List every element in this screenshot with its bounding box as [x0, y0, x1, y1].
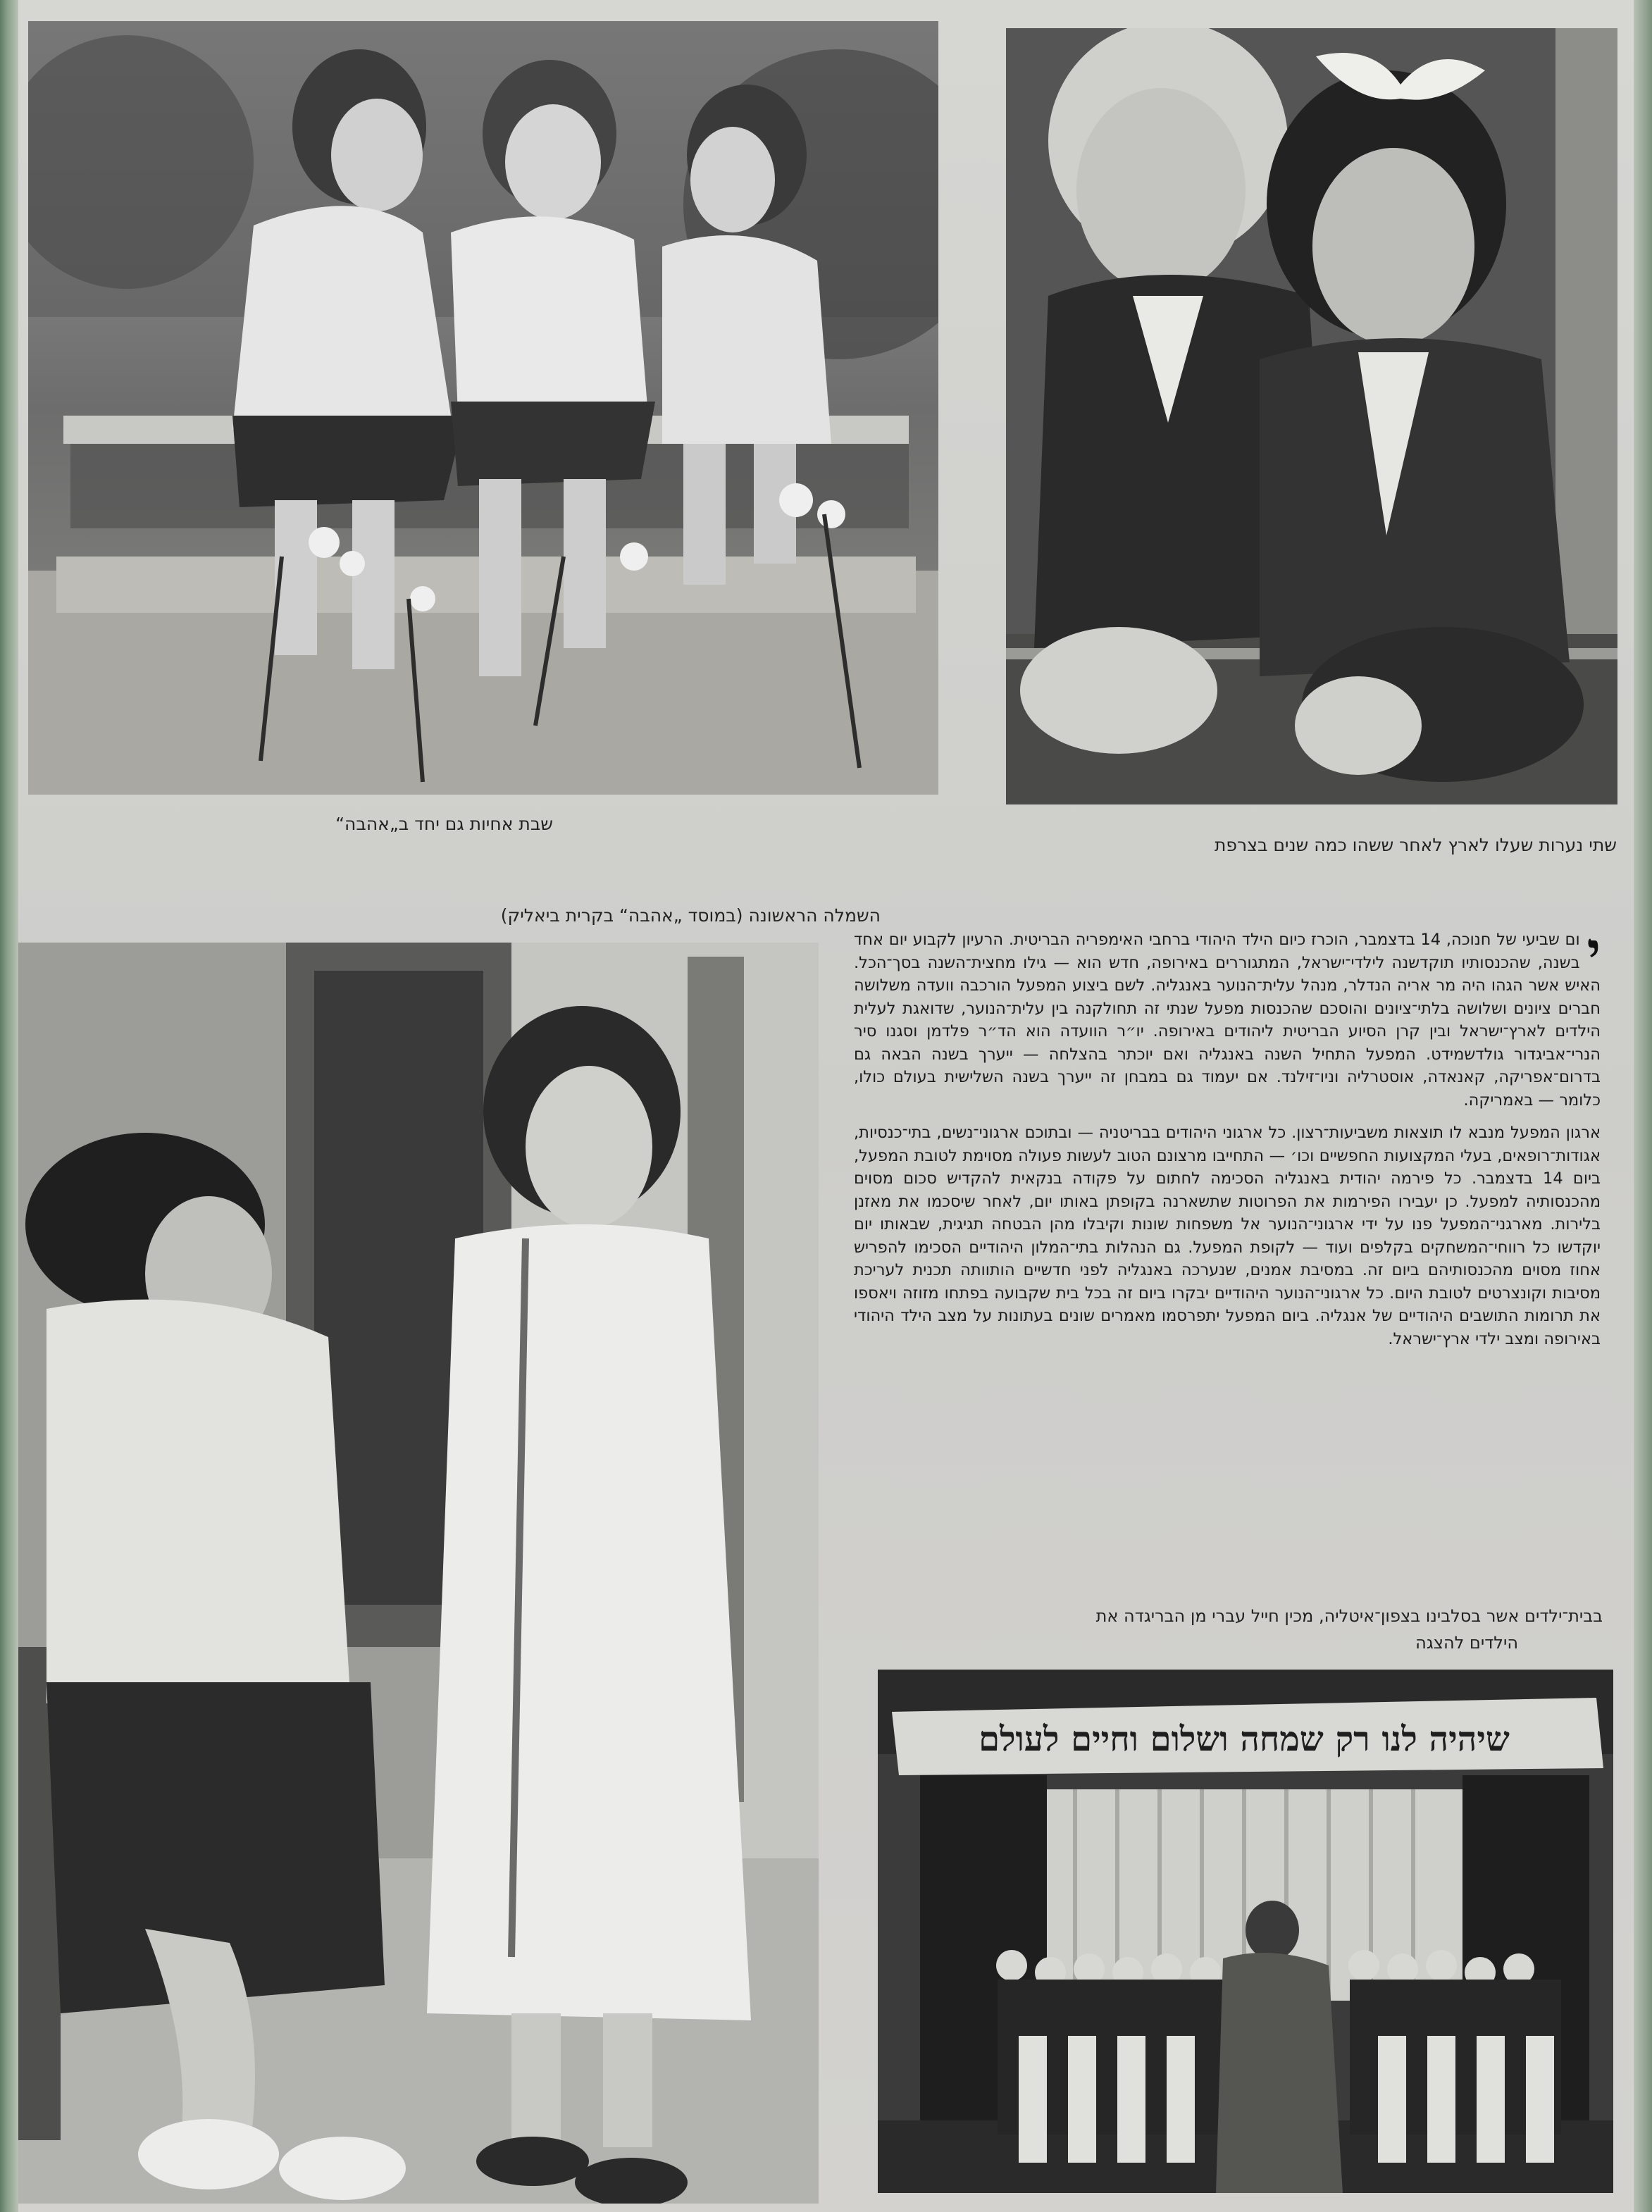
caption-children-stage-line2: הילדים להצגה: [1415, 1633, 1518, 1653]
photo-children-stage: [878, 1670, 1613, 2193]
caption-children-stage-line1: בבית־ילדים אשר בסלבינו בצפון־איטליה, מכין חייל עברי מן הבריגדה את: [1095, 1606, 1603, 1626]
article-paragraph-1-text: ום שביעי של חנוכה, 14 בדצמבר, הוכרז כיום הילד היהודי ברחבי האימפריה הבריטית. הרעיון לקבוע יום אחד בשנה, שהכנסותיו תוקדשנה לילדי־ישראל, המתגוררים באירופה, חדש הוא — גילו מחצית־השנה בסך־הכל. האיש אשר הגהו היה מר אריה הנדלר, מנהל עלית־הנוער באנגליה. לשם ביצוע המפעל הורכבה וועדה משלושה חברים ציונים ושלושה בלתי־ציונים והוסכם שהכנסות מפעל שנתי זה תחולקנה בין עלית־הנוער, שדואגת לעלית הילדים לארץ־ישראל ובין קרן הסיוע הבריטית ליהודים באירופה. יו״ר הוועדה הוא הד״ר פלדמן וסגנו סיר הנרי־אביגדור גולדשמידט. המפעל התחיל השנה באנגליה ואם יוכתר בהצלחה — ייערך בשנה הבאה גם בדרום־אפריקה, קאנאדה, אוסטרליה וניו־זילנד. אם יעמוד גם במבחן זה ייערך בשנה השלישית בעולם כולו, כלומר — באמריקה.: [854, 931, 1601, 1110]
article-body: [854, 921, 1601, 1360]
page-binding-edge: [0, 0, 18, 2212]
page-outer-edge: [1634, 0, 1652, 2212]
two-girls-scouts-icon: [1006, 28, 1617, 804]
three-girls-on-bench-icon: [28, 21, 938, 795]
photo-two-girls: [1006, 28, 1617, 804]
photo-dress-fitting: [18, 943, 819, 2204]
caption-dress-fitting: השמלה הראשונה (במוסד „אהבה“ בקרית ביאליק): [500, 905, 881, 926]
children-choir-stage-icon: [878, 1670, 1613, 2193]
stage-banner-text: שיהיה לנו רק שמחה ושלום וחיים לעולם: [979, 1720, 1510, 1759]
caption-three-girls: שבת אחיות גם יחד ב„אהבה“: [335, 814, 553, 834]
girl-dress-fitting-icon: [18, 943, 819, 2204]
caption-two-girls: שתי נערות שעלו לארץ לאחר ששהו כמה שנים בצרפת: [1214, 835, 1617, 855]
article-paragraph-1: [854, 921, 1601, 1112]
caption-children-stage: [870, 1603, 1603, 1656]
photo-three-girls: [28, 21, 938, 795]
article-paragraph-2: ארגון המפעל מנבא לו תוצאות משביעות־רצון. כל ארגוני היהודים בבריטניה — ובתוכם ארגוני־נשים, בתי־כנסיות, אגודות־רופאים, בעלי המקצועות החפשיים וכו׳ — התחייבו מרצונם הטוב לעשות פעולה מסוימת לטובת המפעל, ביום 14 בדצמבר. כל פירמה יהודית באנגליה הסכימה לחתום על פקודה בנקאית להקדיש סכום מסוים מהכנסותיה למפעל. כן יעבירו הפירמות את הפרוטות שתשארנה בקופתן באותו יום, לאחר שיסכמו את מאזנן בלירות. מארגני־המפעל פנו על ידי ארגוני־הנוער אל משפחות שונות וקיבלו מהן הבטחה תגיגית, שבאותו יום יוקדשו כל רווחי־המשחקים בקלפים ועוד — לקופת המפעל. גם הנהלות בתי־המלון היהודיים הסכימו להפריש אחוז מסוים מהכנסותיהם ביום זה. במסיבת אמנים, שנערכה באנגליה לפני חדשיים הותוותה תכנית לעריכת מסיבות וקונצרטים לטובת היום. כל ארגוני־הנוער היהודיים יבקרו ביום זה בכל בית שקבועה בפתחו מזוזה ויאספו את תרומות התושבים היהודיים של אנגליה. ביום המפעל יתפרסמו מאמרים שונים בעתונות על מצב הילד היהודי באירופה ומצב ילדי ארץ־ישראל.: [854, 1124, 1601, 1348]
article-dropcap: י: [1586, 921, 1601, 982]
